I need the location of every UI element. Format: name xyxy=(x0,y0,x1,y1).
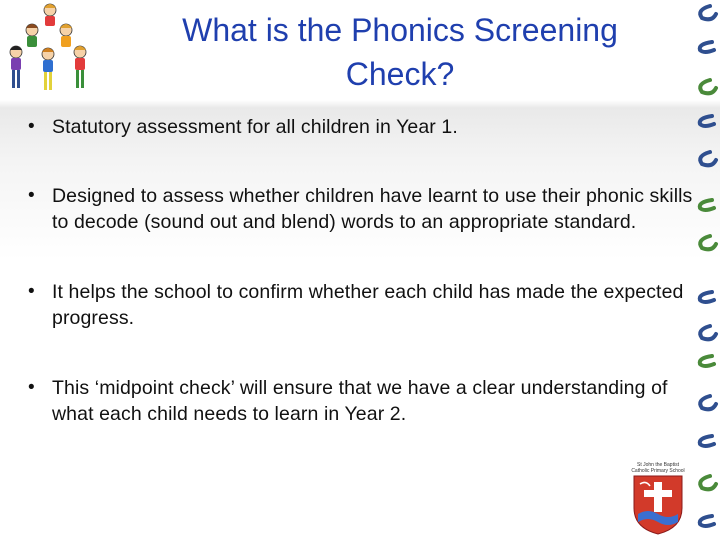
slide-title xyxy=(130,8,670,96)
swirl-border-decoration xyxy=(690,0,720,540)
bullet-item: • Designed to assess whether children have learnt to use their phonic skills to decode (sound out and blend) words to an appropriate standard. xyxy=(28,183,700,235)
title-line-1: What is the Phonics Screening xyxy=(182,12,618,48)
bullet-item: • It helps the school to confirm whether each child has made the expected progress. xyxy=(28,279,700,331)
bullet-list xyxy=(28,112,700,427)
crest-icon xyxy=(632,474,684,536)
title-line-2: Check? xyxy=(345,56,455,92)
bullet-item: • This ‘midpoint check’ will ensure that we have a clear understanding of what each child needs to learn in Year 2. xyxy=(28,375,700,427)
children-pyramid-clipart xyxy=(2,0,102,100)
bullet-item: • Statutory assessment for all children in Year 1. xyxy=(28,114,700,140)
school-crest-logo xyxy=(628,462,688,538)
school-name: St John the Baptist Catholic Primary School xyxy=(631,462,685,474)
